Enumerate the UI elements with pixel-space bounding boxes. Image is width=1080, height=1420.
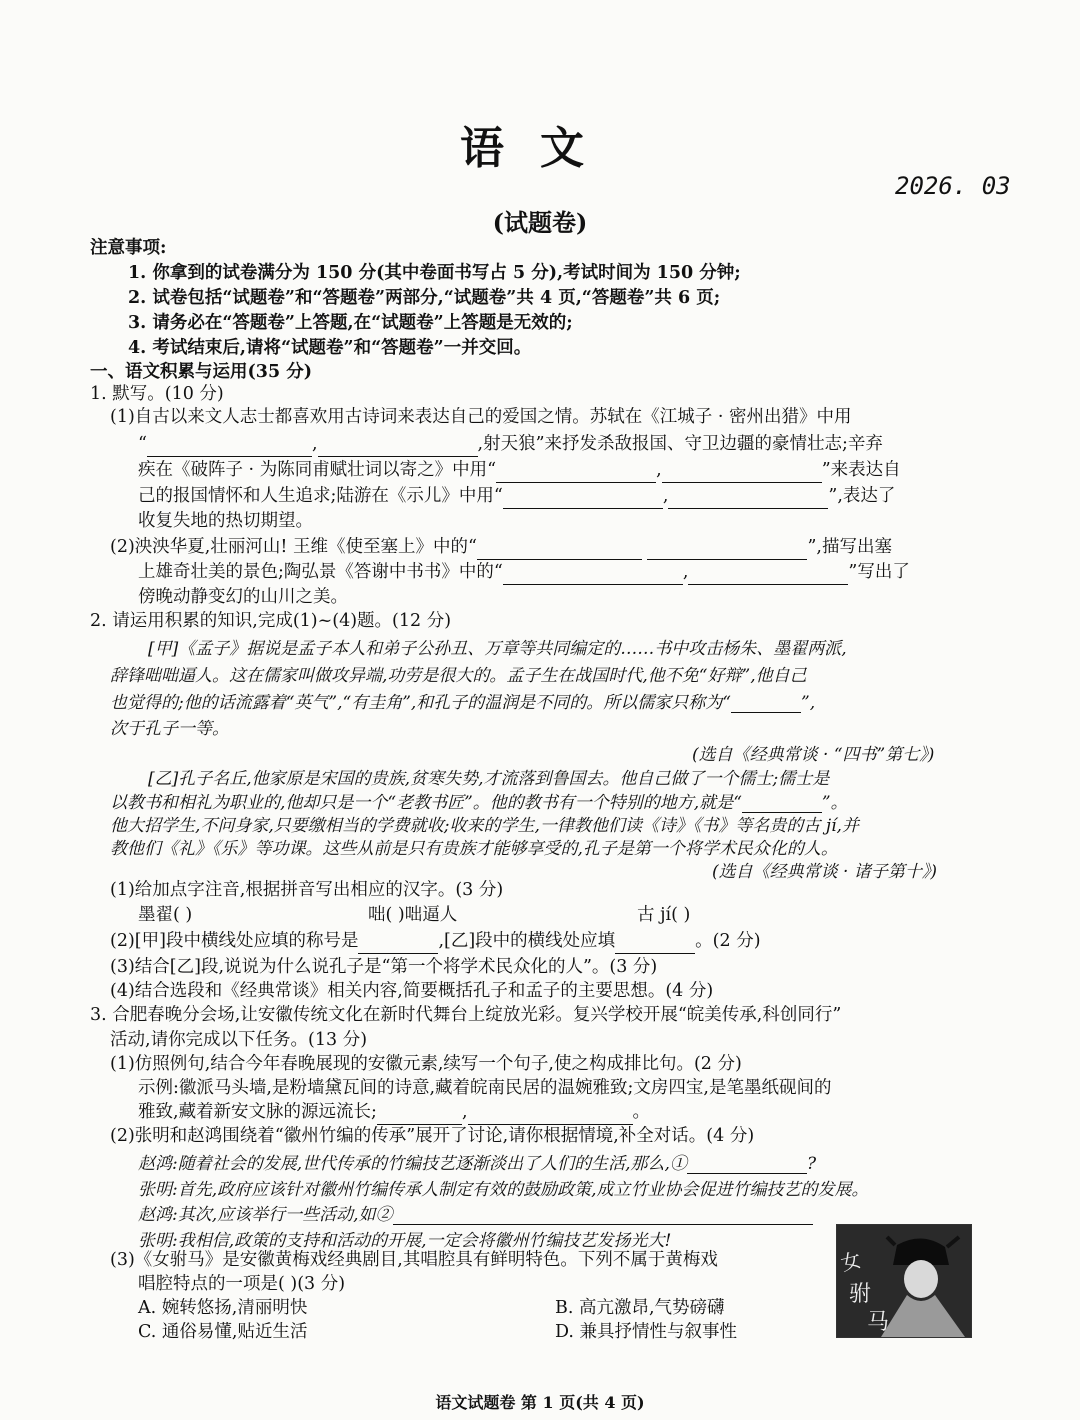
subquestion: (2)张明和赵鸿围绕着“徽州竹编的传承”展开了讨论,请你根据情境,补全对话。(4 分): [110, 1126, 755, 1146]
notice-item: 3. 请务必在“答题卷”上答题,在“试题卷”上答题是无效的;: [128, 313, 573, 333]
question-line: 傍晚动静变幻的山川之美。: [138, 587, 348, 607]
exam-date: 2026. 03: [895, 172, 1011, 200]
question-line: 活动,请你完成以下任务。(13 分): [110, 1030, 368, 1050]
subquestion: (1)仿照例句,结合今年春晚展现的安徽元素,续写一个句子,使之构成排比句。(2 分): [110, 1054, 742, 1074]
question-heading: 3. 合肥春晚分会场,让安徽传统文化在新时代舞台上绽放光彩。复兴学校开展“皖美传承,科创同行”: [90, 1005, 842, 1025]
answer-blank: 墨翟( ): [138, 905, 193, 925]
passage-line: 教他们《礼》《乐》等功课。这些从前是只有贵族才能够享受的,孔子是第一个将学术民众化的人。: [110, 839, 838, 859]
svg-text:马: 马: [867, 1310, 890, 1335]
subquestion: (3)结合[乙]段,说说为什么说孔子是“第一个将学术民众化的人”。(3 分): [110, 957, 658, 977]
passage-line: 次于孔子一等。: [110, 719, 229, 739]
subquestion: (4)结合选段和《经典常谈》相关内容,简要概括孔子和孟子的主要思想。(4 分): [110, 981, 714, 1001]
question-line: 收复失地的热切期望。: [138, 511, 313, 531]
opera-figure-icon: [837, 1225, 971, 1337]
passage-line: 他大招学生,不问身家,只要缴相当的学费就收;收来的学生,一律教他们读《诗》《书》等名贵的古 jí,并: [110, 816, 859, 836]
svg-text:驸: 驸: [849, 1282, 872, 1307]
dialogue-line: 张明:我相信,政策的支持和活动的开展,一定会将徽州竹编技艺发扬光大!: [138, 1231, 672, 1251]
question-line: 己的报国情怀和人生追求;陆游在《示儿》中用“ , ”,表达了: [138, 484, 895, 509]
passage-line: 也觉得的;他的话流露着“英气”,“有圭角”,和孔子的温润是不同的。所以儒家只称为“ ”,: [110, 693, 816, 713]
answer-blank: 古 jí( ): [637, 905, 691, 925]
subquestion: (1)给加点字注音,根据拼音写出相应的汉字。(3 分): [110, 880, 504, 900]
dialogue-line: 赵鸿:随着社会的发展,世代传承的竹编技艺逐渐淡出了人们的生活,那么,① ?: [138, 1154, 817, 1174]
passage-line: 以教书和相礼为职业的,他却只是一个“老教书匠”。他的教书有一个特别的地方,就是“ ”。: [110, 793, 848, 813]
dialogue-line: 张明:首先,政府应该针对徽州竹编传承人制定有效的鼓励政策,成立竹业协会促进竹编技艺的发展。: [138, 1180, 869, 1200]
notice-item: 4. 考试结束后,请将“试题卷”和“答题卷”一并交回。: [128, 338, 532, 358]
subquestion: 唱腔特点的一项是( )(3 分): [138, 1274, 346, 1294]
passage-line: [甲]《孟子》据说是孟子本人和弟子公孙丑、万章等共同编定的……书中攻击杨朱、墨翟两派,: [148, 639, 847, 659]
question-heading: 2. 请运用积累的知识,完成(1)~(4)题。(12 分): [90, 611, 452, 631]
notice-heading: 注意事项:: [90, 238, 167, 258]
passage-source: (选自《经典常谈 · “四书”第七》): [692, 745, 935, 765]
question-line: 疾在《破阵子 · 为陈同甫赋壮词以寄之》中用“ , ”来表达自: [138, 458, 901, 483]
notice-item: 2. 试卷包括“试题卷”和“答题卷”两部分,“试题卷”共 4 页,“答题卷”共 6 页;: [128, 288, 721, 308]
question-line: (2)泱泱华夏,壮丽河山! 王维《使至塞上》中的“ ”,描写出塞: [110, 535, 892, 560]
subquestion: (2)[甲]段中横线处应填的称号是 ,[乙]段中的横线处应填 。(2 分): [110, 929, 761, 954]
question-line: 上雄奇壮美的景色;陶弘景《答谢中书书》中的“ , ”写出了: [138, 560, 910, 585]
exam-title: 语文: [460, 123, 620, 174]
option-a: A. 婉转悠扬,清丽明快: [138, 1298, 308, 1318]
question-line: “ , ,射天狼”来抒发杀敌报国、守卫边疆的豪情壮志;辛弃: [138, 432, 883, 457]
passage-source: (选自《经典常谈 · 诸子第十》): [712, 862, 937, 882]
svg-text:女: 女: [838, 1247, 864, 1276]
section-heading: 一、语文积累与运用(35 分): [90, 362, 313, 382]
passage-line: [乙]孔子名丘,他家原是宋国的贵族,贫寒失势,才流落到鲁国去。他自己做了一个儒士;儒士是: [148, 769, 830, 789]
option-d: D. 兼具抒情性与叙事性: [555, 1322, 738, 1342]
page-footer: 语文试题卷 第 1 页(共 4 页): [435, 1393, 645, 1412]
option-c: C. 通俗易懂,贴近生活: [138, 1322, 308, 1342]
notice-item: 1. 你拿到的试卷满分为 150 分(其中卷面书写占 5 分),考试时间为 150 分钟;: [128, 263, 741, 283]
passage-line: 辞锋咄咄逼人。这在儒家叫做攻异端,功劳是很大的。孟子生在战国时代,他不免“好辩”,他自己: [110, 666, 807, 686]
exam-subtitle: (试题卷): [492, 208, 588, 237]
answer-blank: 咄( )咄逼人: [368, 905, 458, 925]
opera-illustration: [836, 1224, 972, 1338]
dialogue-line: 赵鸿:其次,应该举行一些活动,如②: [138, 1200, 813, 1225]
question-line: (1)自古以来文人志士都喜欢用古诗词来表达自己的爱国之情。苏轼在《江城子 · 密州出猎》中用: [110, 407, 852, 427]
question-line: 雅致,藏着新安文脉的源远流长; , 。: [138, 1100, 650, 1125]
subquestion: (3)《女驸马》是安徽黄梅戏经典剧目,其唱腔具有鲜明特色。下列不属于黄梅戏: [110, 1250, 718, 1270]
option-b: B. 高亢激昂,气势磅礴: [555, 1298, 725, 1318]
question-heading: 1. 默写。(10 分): [90, 384, 224, 404]
question-line: 示例:徽派马头墙,是粉墙黛瓦间的诗意,藏着皖南民居的温婉雅致;文房四宝,是笔墨纸砚间的: [138, 1078, 832, 1098]
